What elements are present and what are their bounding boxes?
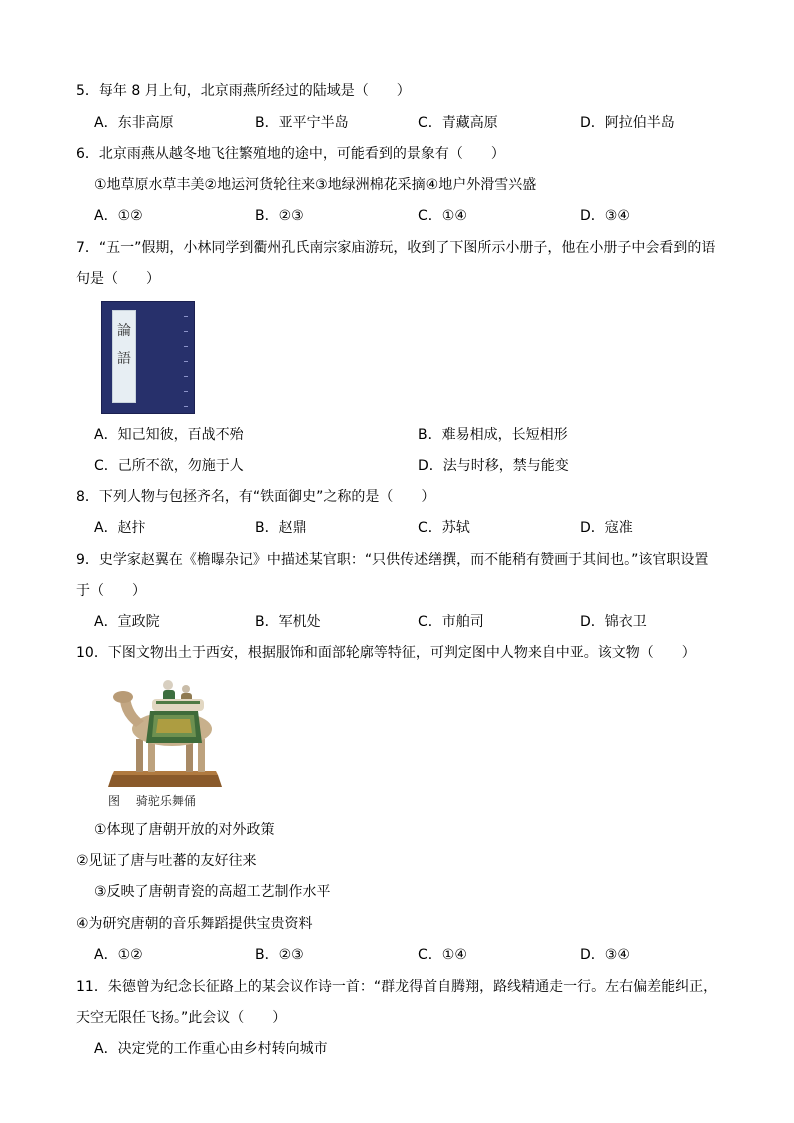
question-10-statement-1: ①体现了唐朝开放的对外政策 (94, 822, 275, 838)
question-11-stem-line-1: 11．朱德曾为纪念长征路上的某会议作诗一首：“群龙得首自腾翔，路线精通走一行。左右偏差能纠正， (76, 979, 718, 995)
question-7-option-b: B．难易相成，长短相形 (418, 427, 568, 443)
question-10-stem: 10．下图文物出土于西安，根据服饰和面部轮廓等特征，可判定图中人物来自中亚。该文物（ ） (76, 645, 696, 661)
question-10-option-a: A．①② (94, 947, 143, 963)
question-8-option-c: C．苏轼 (418, 520, 470, 536)
figurine-caption: 图 骑驼乐舞俑 (108, 794, 196, 808)
question-8-stem: 8．下列人物与包拯齐名，有“铁面御史”之称的是（ ） (76, 489, 436, 505)
question-9-stem-line-2: 于（ ） (76, 583, 146, 599)
question-5-option-a: A．东非高原 (94, 115, 174, 131)
question-5-option-b: B．亚平宁半岛 (255, 115, 349, 131)
question-8-option-a: A．赵抃 (94, 520, 146, 536)
lunyu-booklet-image (101, 301, 195, 414)
question-5-stem: 5．每年 8 月上旬，北京雨燕所经过的陆域是（ ） (76, 83, 411, 99)
question-10-option-d: D．③④ (580, 947, 630, 963)
question-9-option-b: B．军机处 (255, 614, 321, 630)
question-10-statement-4: ④为研究唐朝的音乐舞蹈提供宝贵资料 (76, 916, 313, 932)
question-8-option-b: B．赵鼎 (255, 520, 307, 536)
question-7-stem-line-2: 句是（ ） (76, 271, 160, 287)
question-7-option-c: C．己所不欲，勿施于人 (94, 458, 244, 474)
question-8-option-d: D．寇准 (580, 520, 633, 536)
booklet-title-label (112, 310, 136, 403)
booklet-title-char-2: 語 (117, 351, 131, 367)
question-7-option-a: A．知己知彼，百战不殆 (94, 427, 244, 443)
question-9-option-d: D．锦衣卫 (580, 614, 647, 630)
question-5-option-d: D．阿拉伯半岛 (580, 115, 675, 131)
question-10-statement-3: ③反映了唐朝青瓷的高超工艺制作水平 (94, 884, 331, 900)
question-7-stem-line-1: 7．“五一”假期，小林同学到衢州孔氏南宗家庙游玩，收到了下图所示小册子，他在小册子中会看到的语 (76, 240, 716, 256)
question-5-option-c: C．青藏高原 (418, 115, 498, 131)
question-6-statements: ①地草原水草丰美②地运河货轮往来③地绿洲棉花采摘④地户外滑雪兴盛 (94, 177, 537, 193)
question-9-option-c: C．市舶司 (418, 614, 484, 630)
question-11-stem-line-2: 天空无限任飞扬。”此会议（ ） (76, 1010, 287, 1026)
booklet-title-char-1: 論 (117, 323, 131, 339)
question-6-option-c: C．①④ (418, 208, 467, 224)
booklet-binding-stitches (184, 302, 188, 413)
question-11-option-a: A．决定党的工作重心由乡村转向城市 (94, 1041, 328, 1057)
question-6-option-a: A．①② (94, 208, 143, 224)
question-6-option-b: B．②③ (255, 208, 304, 224)
question-9-option-a: A．宣政院 (94, 614, 160, 630)
question-6-stem: 6．北京雨燕从越冬地飞往繁殖地的途中，可能看到的景象有（ ） (76, 146, 505, 162)
camel-figurine-image (106, 677, 224, 789)
question-9-stem-line-1: 9．史学家赵翼在《檐曝杂记》中描述某官职：“只供传述缮撰，而不能稍有赞画于其间也。”该官职设置 (76, 552, 709, 568)
question-10-option-b: B．②③ (255, 947, 304, 963)
question-7-option-d: D．法与时移，禁与能变 (418, 458, 569, 474)
question-10-statement-2: ②见证了唐与吐蕃的友好往来 (76, 853, 257, 869)
question-6-option-d: D．③④ (580, 208, 630, 224)
question-10-option-c: C．①④ (418, 947, 467, 963)
